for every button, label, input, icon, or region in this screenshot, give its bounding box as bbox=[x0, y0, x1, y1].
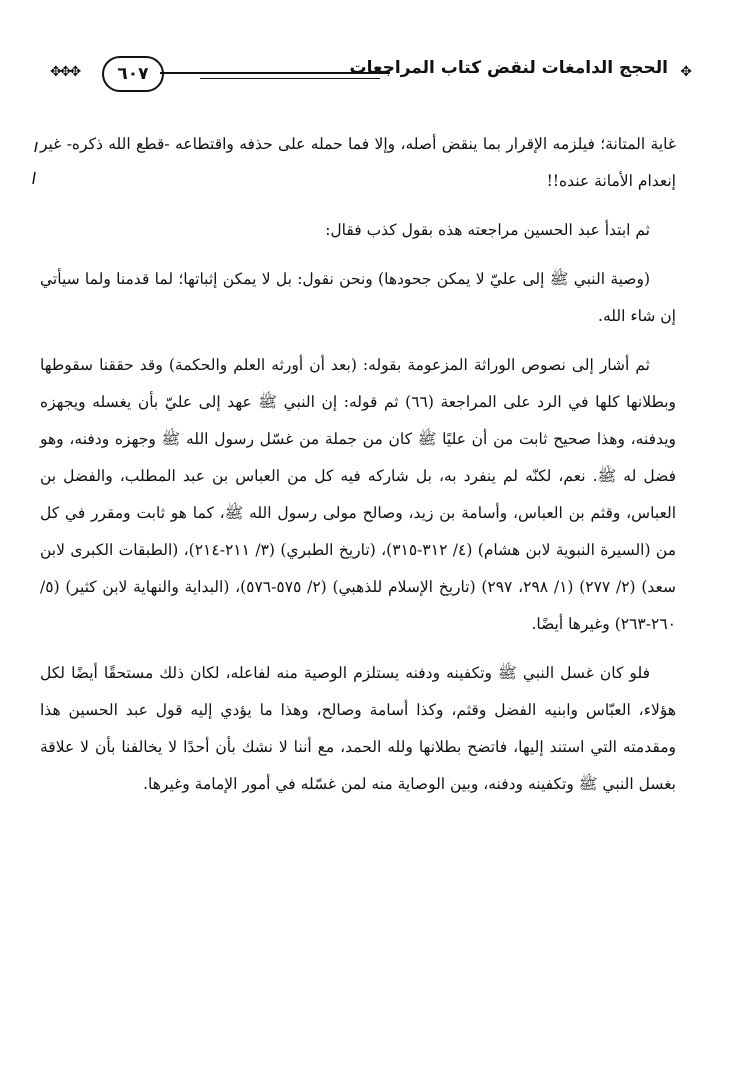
running-title: الحجج الدامغات لنقض كتاب المراجعات bbox=[349, 58, 668, 78]
page-header bbox=[50, 52, 690, 94]
body-text bbox=[40, 126, 676, 815]
paragraph-5: فلو كان غسل النبي ﷺ وتكفينه ودفنه يستلزم الوصية منه لفاعله، لكان ذلك مستحقًا أيضًا لكل هؤلاء، العبّاس وابنيه الفضل وقثم، وكذا أسامة وصالح، وهذا ما يؤدي إليه قول عبد الحسين هذا ومقدمته التي استند إليها، فاتضح بطلانها ولله الحمد، مع أننا لا نشك بأن أحدًا لا يخالفنا بأن لا علاقة بغسل النبي ﷺ وتكفينه ودفنه، وبين الوصاية منه لمن غسّله في أمور الإمامة وغيرها. bbox=[40, 664, 676, 793]
paragraph-2: ثم ابتدأ عبد الحسين مراجعته هذه بقول كذب فقال: bbox=[325, 221, 650, 239]
page-number: ٦٠٧ bbox=[117, 64, 149, 84]
margin-mark-icon bbox=[30, 140, 40, 186]
header-ornament-right-icon: ✥ bbox=[680, 64, 690, 80]
paragraph-4: ثم أشار إلى نصوص الوراثة المزعومة بقوله: (بعد أن أورثه العلم والحكمة) وقد حققنا سقوطها وبطلانها كلها في الرد على المراجعة (٦٦) ثم قوله: إن النبي ﷺ عهد إلى عليّ بأن يغسله ويجهزه ويدفنه، وهذا صحيح ثابت من أن عليًا ﷺ كان من جملة من غسّل رسول الله ﷺ وجهزه ودفنه، وهو فضل له ﷺ. نعم، لكنّه لم ينفرد به، بل شاركه فيه كل من العباس بن عبد المطلب، والفضل بن العباس، وقثم بن العباس، وأسامة بن زيد، وصالح مولى رسول الله ﷺ، كما هو ثابت ومقرر في كل من (السيرة النبوية لابن هشام) (٤/ ٣١٢-٣١٥)، (تاريخ الطبري) (٣/ ٢١١-٢١٤)، (الطبقات الكبرى لابن سعد) (٢/ ٢٧٧) (١/ ٢٩٨، ٢٩٧) (تاريخ الإسلام للذهبي) (٢/ ٥٧٥-٥٧٦)، (البداية والنهاية لابن كثير) (٥/ ٢٦٠-٢٦٣) وغيرها أيضًا. bbox=[40, 356, 677, 633]
page-number-frame bbox=[102, 56, 164, 92]
paragraph-3: (وصية النبي ﷺ إلى عليّ لا يمكن جحودها) ونحن نقول: بل لا يمكن إثباتها؛ لما قدمنا ولما سيأتي إن شاء الله. bbox=[40, 270, 676, 325]
header-ornament-left-icon: ✥✥✥ bbox=[50, 64, 80, 80]
header-rule-thin bbox=[200, 78, 380, 79]
paragraph-1: غاية المتانة؛ فيلزمه الإقرار بما ينقض أصله، وإلا فما حمله على حذفه واقتطاعه -قطع الله ذكره- غير إنعدام الأمانة عنده!! bbox=[40, 135, 676, 190]
